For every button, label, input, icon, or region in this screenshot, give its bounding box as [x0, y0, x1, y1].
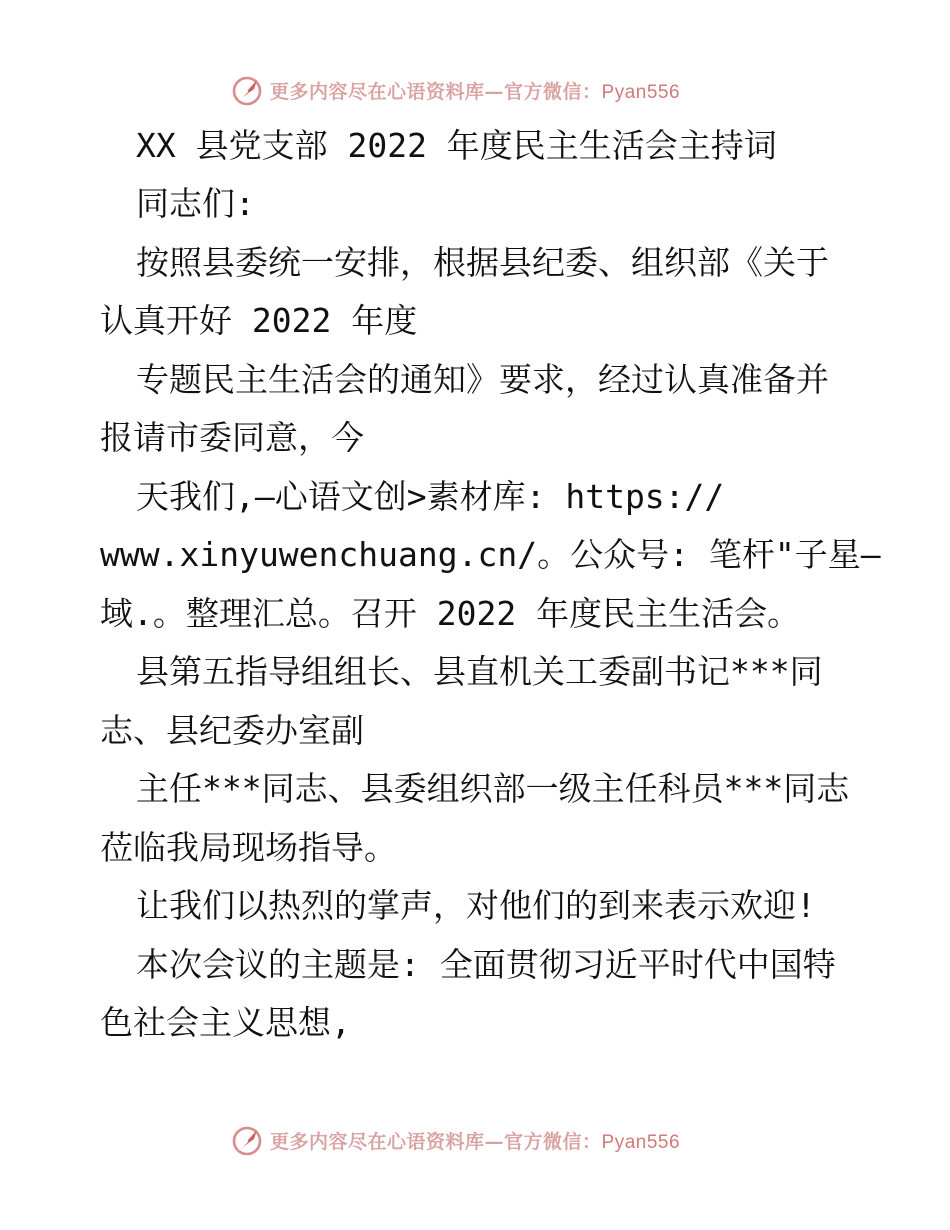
text-line: 按照县委统一安排，根据县纪委、组织部《关于 — [136, 243, 829, 282]
text-line: 主任***同志、县委组织部一级主任科员***同志 — [136, 769, 850, 808]
text-line: 色社会主义思想, — [100, 1003, 351, 1042]
text-line: 域.。整理汇总。召开 2022 年度民主生活会。 — [100, 594, 801, 633]
watermark-banner-bottom — [230, 1120, 730, 1160]
watermark-contact-id: Pyan556 — [601, 1131, 681, 1153]
quill-pen-logo-icon — [230, 1123, 264, 1157]
watermark-dash: — — [484, 80, 505, 103]
text-line: 县第五指导组组长、县直机关工委副书记***同 — [136, 652, 823, 691]
text-line: 同志们: — [136, 184, 255, 223]
watermark-text — [270, 1127, 680, 1154]
watermark-contact-label: 官方微信： — [504, 1130, 602, 1153]
watermark-contact-id: Pyan556 — [601, 81, 681, 103]
watermark-banner-top — [230, 70, 730, 110]
document-title: XX 县党支部 2022 年度民主生活会主持词 — [136, 126, 777, 165]
watermark-site: 更多内容尽在心语资料库 — [270, 1130, 485, 1153]
watermark-text — [270, 77, 680, 104]
watermark-contact-label: 官方微信： — [504, 80, 602, 103]
watermark-site: 更多内容尽在心语资料库 — [270, 80, 485, 103]
text-line: 报请市委同意，今 — [100, 418, 364, 457]
text-line: 让我们以热烈的掌声，对他们的到来表示欢迎! — [136, 886, 816, 925]
watermark-dash: — — [484, 1130, 505, 1153]
text-line: 本次会议的主题是: 全面贯彻习近平时代中国特 — [136, 945, 836, 984]
text-line: 专题民主生活会的通知》要求，经过认真准备并 — [136, 360, 829, 399]
text-line: 天我们,—心语文创>素材库: https:// — [136, 477, 725, 516]
text-line: www.xinyuwenchuang.cn/。公众号: 笔杆"子星— — [100, 535, 881, 574]
quill-pen-logo-icon — [230, 73, 264, 107]
text-line: 莅临我局现场指导。 — [100, 828, 397, 867]
text-line: 认真开好 2022 年度 — [100, 301, 418, 340]
text-line: 志、县纪委办室副 — [100, 711, 364, 750]
